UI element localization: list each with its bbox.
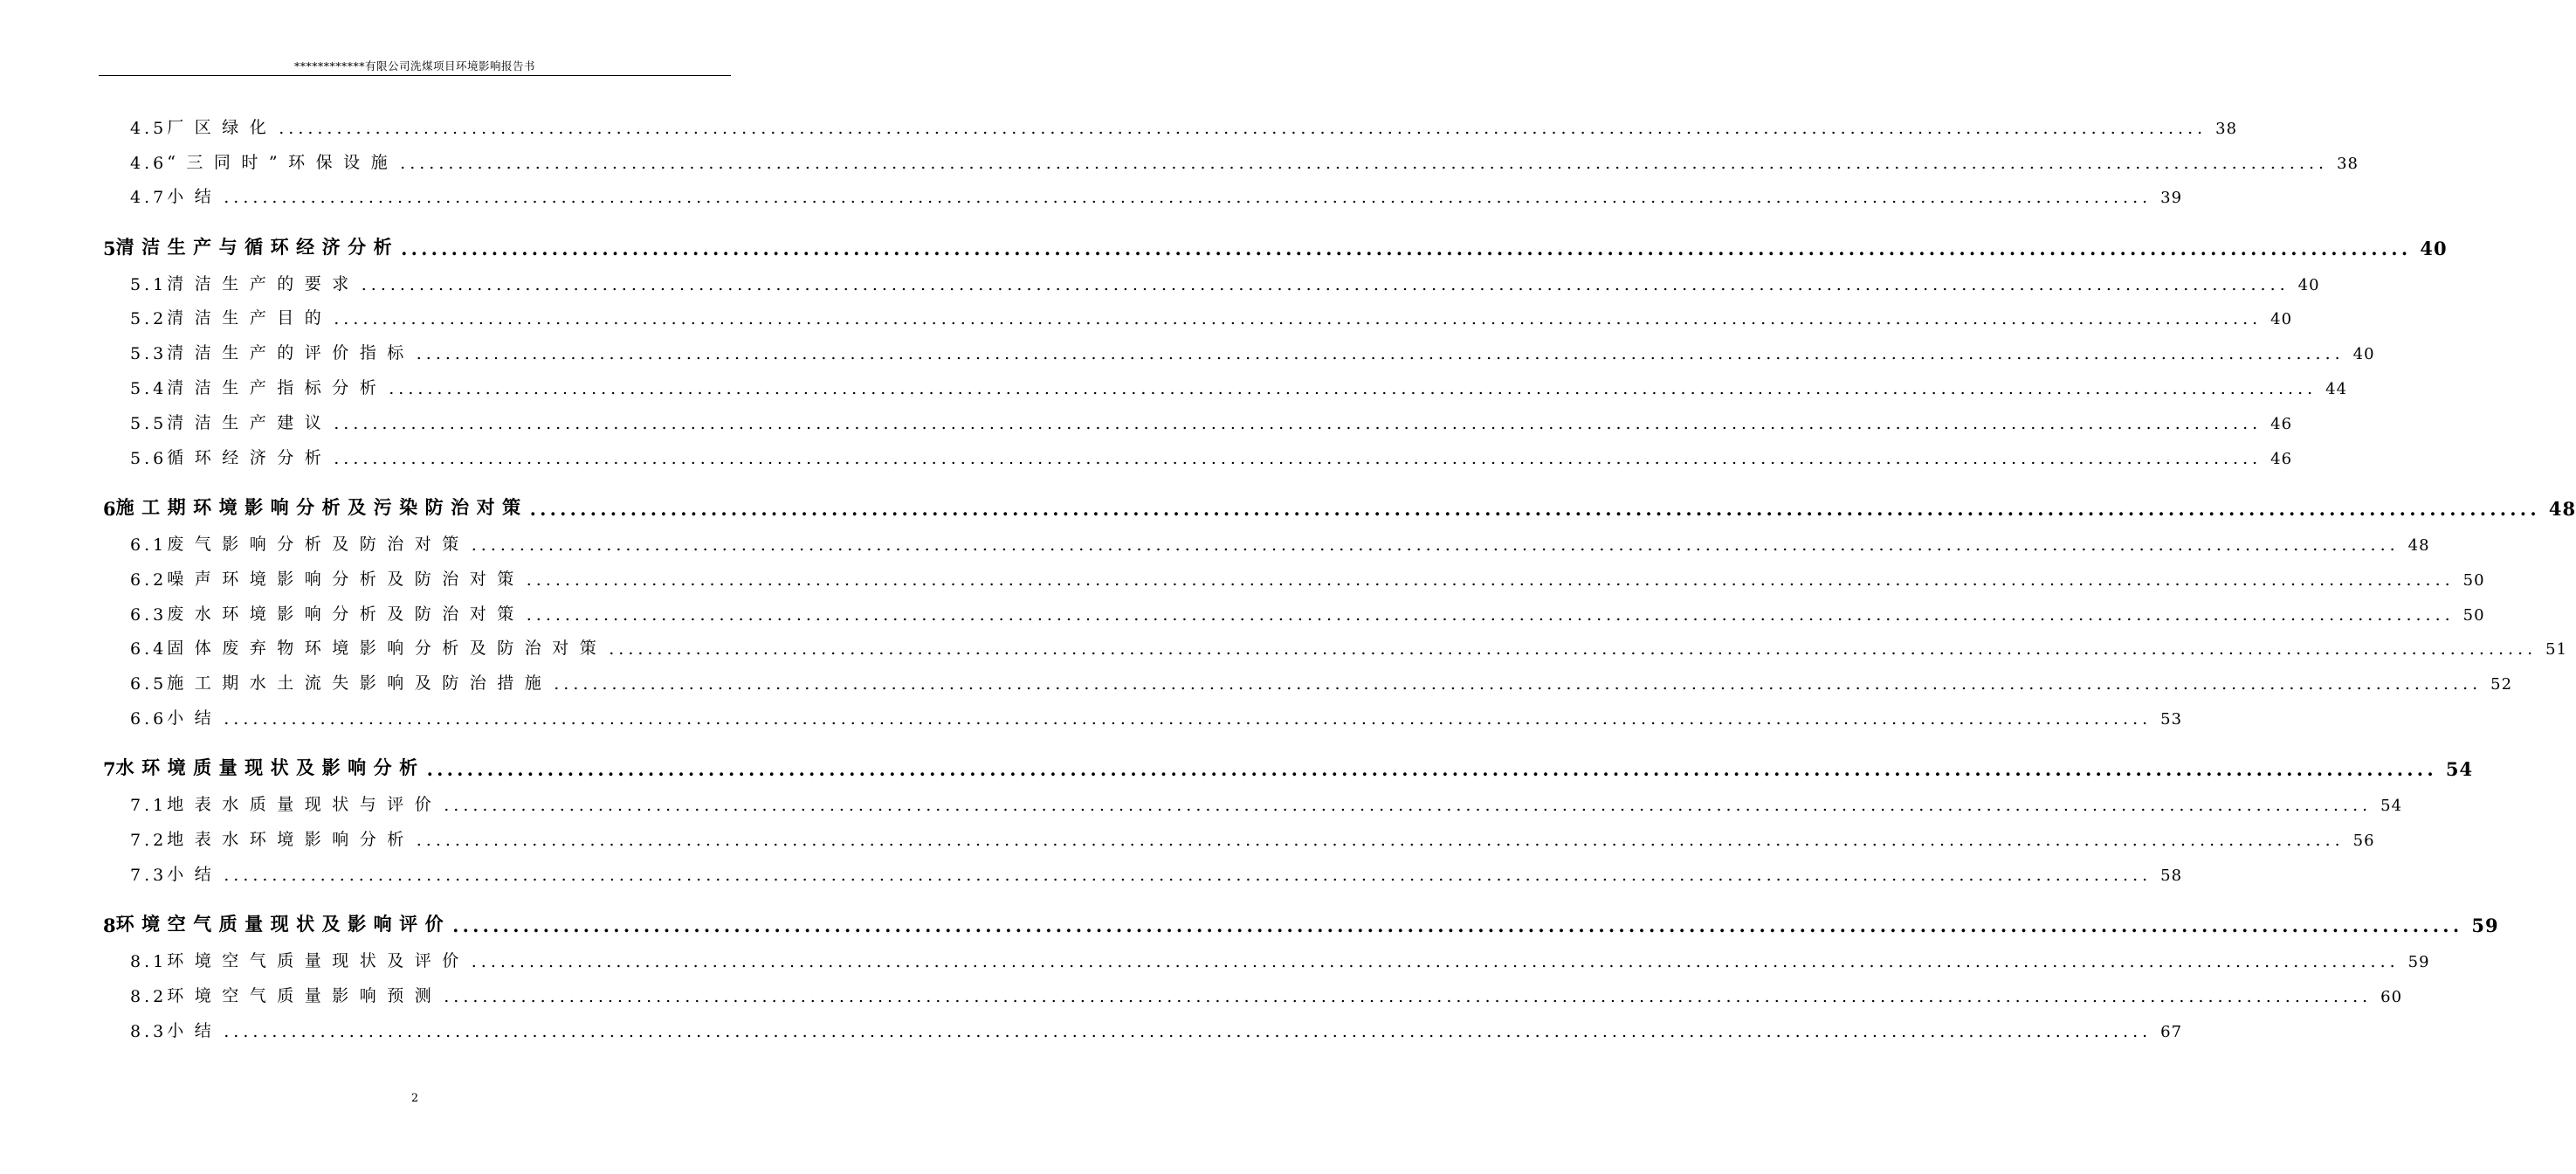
toc-entry-title: 噪声环境影响分析及防治对策 [167, 569, 525, 589]
toc-entry-number: 7 [103, 758, 116, 781]
toc-section-entry[interactable] [103, 259, 2320, 294]
toc-entry-page: 40 [2420, 237, 2448, 259]
toc-entry-page: 58 [2160, 866, 2183, 885]
toc-section-entry[interactable] [103, 103, 2238, 138]
toc-entry-number: 8.1 [130, 952, 168, 972]
toc-entry-page: 54 [2380, 797, 2403, 816]
toc-leader-dots: ........................................................................................................................................................................................................ [444, 986, 2373, 1006]
toc-entry-title: 施工期环境影响分析及污染防治对策 [115, 496, 528, 519]
toc-section-entry[interactable] [103, 1006, 2183, 1041]
page-number: 2 [410, 1092, 419, 1105]
toc-section-entry[interactable] [103, 590, 2485, 625]
toc-section-entry[interactable] [103, 555, 2485, 590]
toc-entry-title: 小结 [167, 1020, 223, 1040]
toc-entry-page: 48 [2407, 535, 2430, 555]
toc-leader-dots: ........................................................................................................................................................................................................ [224, 188, 2152, 208]
toc-leader-dots: ........................................................................................................................................................................................................ [224, 1021, 2152, 1041]
toc-leader-dots: ........................................................................................................................................................................................................ [416, 831, 2345, 851]
toc-entry-title: 环境空气质量现状及评价 [167, 951, 470, 971]
toc-section-entry[interactable] [103, 398, 2293, 433]
toc-leader-dots: ........................................................................................................................................................................................................ [526, 570, 2455, 590]
toc-entry-title: 清洁生产目的 [167, 308, 333, 328]
toc-entry-page: 44 [2325, 380, 2348, 399]
toc-leader-dots: ........................................................................................................................................................................................................ [224, 708, 2152, 729]
toc-section-entry[interactable] [103, 138, 2359, 173]
toc-leader-dots: ........................................................................................................................................................................................................ [416, 344, 2345, 364]
toc-entry-number: 6.6 [130, 708, 168, 729]
toc-entry-page: 40 [2270, 310, 2293, 329]
toc-entry-page: 59 [2471, 915, 2499, 937]
toc-entry-page: 50 [2462, 605, 2485, 625]
toc-entry-title: 环境空气质量现状及影响评价 [115, 913, 451, 936]
toc-entry-number: 7.2 [130, 831, 168, 851]
toc-section-entry[interactable] [103, 520, 2430, 555]
toc-entry-number: 5.6 [130, 448, 168, 468]
toc-entry-page: 52 [2490, 675, 2513, 694]
toc-entry-title: 清洁生产的要求 [167, 273, 360, 294]
toc-entry-page: 59 [2407, 953, 2430, 972]
toc-entry-number: 4.7 [130, 188, 168, 208]
toc-leader-dots: ........................................................................................................................................................................................................ [334, 448, 2263, 468]
toc-entry-title: 废水环境影响分析及防治对策 [167, 604, 525, 624]
toc-section-entry[interactable] [103, 694, 2183, 729]
toc-leader-dots: ........................................................................................................................................................................................................ [452, 915, 2463, 937]
toc-entry-number: 4.5 [130, 118, 168, 138]
toc-entry-number: 5 [103, 237, 116, 259]
toc-leader-dots: ........................................................................................................................................................................................................ [400, 153, 2329, 173]
toc-entry-number: 5.2 [130, 309, 168, 329]
toc-entry-page: 38 [2337, 154, 2359, 173]
header-divider [99, 75, 731, 76]
toc-entry-title: 固体废弃物环境影响分析及防治对策 [167, 639, 608, 659]
toc-section-entry[interactable] [103, 328, 2375, 364]
toc-section-entry[interactable] [103, 850, 2183, 885]
toc-entry-number: 5.4 [130, 379, 168, 399]
toc-leader-dots: ........................................................................................................................................................................................................ [554, 674, 2483, 694]
toc-entry-page: 50 [2462, 570, 2485, 590]
toc-entry-title: 小结 [167, 187, 223, 207]
toc-entry-number: 5.3 [130, 344, 168, 364]
toc-entry-page: 48 [2548, 498, 2576, 521]
toc-entry-page: 40 [2297, 275, 2320, 294]
toc-leader-dots: ........................................................................................................................................................................................................ [224, 865, 2152, 885]
toc-entry-title: 清洁生产建议 [167, 412, 333, 432]
toc-entry-title: 废气影响分析及防治对策 [167, 534, 470, 554]
toc-entry-number: 8.2 [130, 986, 168, 1006]
toc-entry-title: 小结 [167, 864, 223, 884]
toc-chapter-entry[interactable] [103, 894, 2499, 937]
toc-section-entry[interactable] [103, 971, 2403, 1006]
toc-entry-title: 循环经济分析 [167, 447, 333, 467]
toc-entry-title: 施工期水土流失影响及防治措施 [167, 673, 553, 694]
toc-entry-number: 6.5 [130, 674, 168, 694]
toc-entry-title: 环境空气质量影响预测 [167, 985, 443, 1005]
toc-leader-dots: ........................................................................................................................................................................................................ [361, 274, 2290, 294]
toc-leader-dots: ........................................................................................................................................................................................................ [444, 796, 2373, 816]
toc-entry-title: 清洁生产与循环经济分析 [115, 235, 400, 258]
toc-entry-number: 6 [103, 498, 116, 521]
toc-entry-page: 40 [2352, 345, 2375, 364]
toc-leader-dots: ........................................................................................................................................................................................................ [471, 535, 2400, 555]
toc-entry-number: 5.5 [130, 413, 168, 433]
toc-section-entry[interactable] [103, 780, 2403, 816]
toc-entry-number: 5.1 [130, 274, 168, 294]
toc-entry-page: 46 [2270, 449, 2293, 468]
toc-leader-dots: ........................................................................................................................................................................................................ [609, 639, 2538, 660]
toc-entry-title: 小结 [167, 708, 223, 728]
toc-entry-title: 厂区绿化 [167, 117, 278, 137]
toc-entry-title: “三同时”环保设施 [167, 152, 399, 172]
toc-entry-page: 39 [2160, 189, 2183, 208]
toc-chapter-entry[interactable] [103, 216, 2448, 259]
toc-entry-page: 56 [2352, 832, 2375, 851]
table-of-contents [103, 103, 2576, 1041]
toc-leader-dots: ........................................................................................................................................................................................................ [401, 237, 2412, 259]
toc-leader-dots: ........................................................................................................................................................................................................ [526, 604, 2455, 625]
toc-entry-title: 清洁生产指标分析 [167, 378, 388, 398]
toc-entry-page: 38 [2215, 119, 2238, 138]
toc-chapter-entry[interactable] [103, 737, 2474, 781]
toc-entry-page: 60 [2380, 987, 2403, 1006]
toc-entry-number: 6.1 [130, 535, 168, 555]
toc-section-entry[interactable] [103, 294, 2293, 329]
toc-entry-page: 46 [2270, 414, 2293, 433]
toc-entry-number: 7.3 [130, 865, 168, 885]
toc-entry-page: 53 [2160, 709, 2183, 729]
toc-entry-number: 6.4 [130, 639, 168, 660]
toc-entry-page: 51 [2545, 640, 2568, 660]
toc-leader-dots: ........................................................................................................................................................................................................ [389, 379, 2318, 399]
toc-entry-title: 地表水质量现状与评价 [167, 795, 443, 815]
toc-entry-title: 清洁生产的评价指标 [167, 343, 415, 363]
toc-leader-dots: ........................................................................................................................................................................................................ [334, 309, 2263, 329]
toc-entry-number: 8 [103, 915, 116, 937]
running-header: ************有限公司洗煤项目环境影响报告书 [293, 59, 535, 73]
toc-section-entry[interactable] [103, 173, 2183, 208]
toc-entry-page: 67 [2160, 1022, 2183, 1041]
toc-entry-number: 6.2 [130, 570, 168, 590]
toc-entry-number: 4.6 [130, 153, 168, 173]
toc-entry-number: 8.3 [130, 1021, 168, 1041]
toc-leader-dots: ........................................................................................................................................................................................................ [529, 498, 2540, 521]
toc-section-entry[interactable] [103, 433, 2293, 468]
toc-entry-title: 地表水环境影响分析 [167, 830, 415, 850]
toc-leader-dots: ........................................................................................................................................................................................................ [279, 118, 2208, 138]
toc-section-entry[interactable] [103, 363, 2348, 399]
toc-leader-dots: ........................................................................................................................................................................................................ [471, 952, 2400, 972]
toc-section-entry[interactable] [103, 659, 2513, 694]
toc-section-entry[interactable] [103, 936, 2430, 972]
toc-chapter-entry[interactable] [103, 477, 2576, 521]
toc-entry-title: 水环境质量现状及影响分析 [115, 756, 425, 779]
toc-section-entry[interactable] [103, 625, 2568, 660]
toc-section-entry[interactable] [103, 815, 2375, 851]
toc-entry-page: 54 [2445, 758, 2474, 781]
toc-entry-number: 7.1 [130, 796, 168, 816]
toc-entry-number: 6.3 [130, 604, 168, 625]
toc-leader-dots: ........................................................................................................................................................................................................ [426, 758, 2437, 781]
toc-leader-dots: ........................................................................................................................................................................................................ [334, 413, 2263, 433]
